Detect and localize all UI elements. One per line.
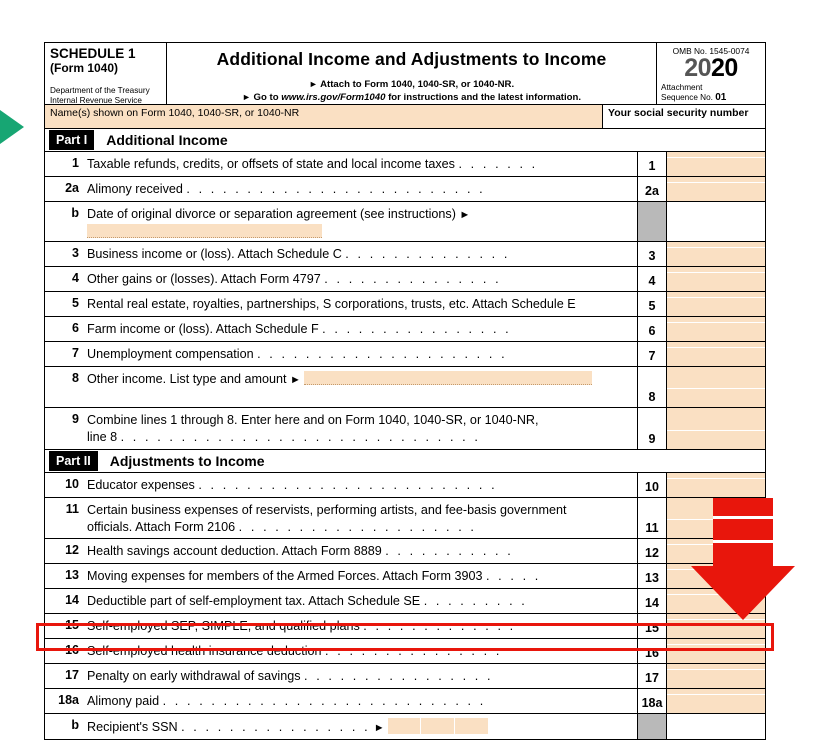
table-row: [45, 267, 765, 292]
part2-header: [44, 450, 766, 473]
amount-field[interactable]: [667, 664, 765, 688]
line-description: [85, 177, 637, 201]
line-description: [85, 689, 637, 713]
line-number: 18a: [58, 693, 79, 707]
line-box-number: 7: [637, 342, 667, 366]
leader-dots: . . . . . . . . . . . . . . . . . . . . . . . . . . . . . .: [120, 430, 481, 444]
table-row: [45, 342, 765, 367]
line-box-number: 6: [637, 317, 667, 341]
table-row: [45, 292, 765, 317]
line-description: [85, 367, 637, 407]
line-number: 17: [65, 668, 79, 682]
date-input[interactable]: [87, 224, 322, 238]
goto-prefix: Go to: [253, 92, 279, 103]
department-line-1: Department of the Treasury: [50, 86, 150, 95]
name-field[interactable]: Name(s) shown on Form 1040, 1040-SR, or 1040-NR: [45, 105, 603, 128]
attach-text: Attach to Form 1040, 1040-SR, or 1040-NR.: [320, 79, 515, 90]
line-box-number: [637, 714, 667, 739]
amount-field[interactable]: [667, 317, 765, 341]
leader-dots: . . . . . . . . . . . . . . . .: [304, 669, 494, 683]
part2-rows: [44, 473, 766, 740]
table-row: [45, 714, 765, 739]
green-pointer-marker: [0, 110, 24, 144]
line-description: [85, 714, 637, 739]
line-number: 10: [65, 477, 79, 491]
line-description: [85, 152, 637, 176]
goto-suffix: for instructions and the latest information.: [388, 92, 582, 103]
line-text: Rental real estate, royalties, partnerships, S corporations, trusts, etc. Attach Schedule E: [87, 297, 576, 311]
leader-dots: . . . . . . . . . . . . . . . . . . . . . . . . .: [198, 478, 498, 492]
line-text: Combine lines 1 through 8. Enter here and on Form 1040, 1040-SR, or 1040-NR,: [87, 413, 539, 427]
amount-field[interactable]: [667, 292, 765, 316]
sequence-number: 01: [715, 91, 727, 103]
line-number: 1: [72, 156, 79, 170]
line-description: [85, 317, 637, 341]
table-row: [45, 689, 765, 714]
part1-tag: Part I: [49, 130, 94, 150]
line-description: [85, 408, 637, 449]
amount-field-disabled: [667, 202, 765, 241]
department-line-2: Internal Revenue Service: [50, 95, 142, 105]
line-number: b: [71, 206, 79, 220]
leader-dots: . . . . . . . . . . . . . . . . . . . . .: [257, 347, 508, 361]
line-text-2: line 8: [87, 430, 118, 444]
line-description: [85, 292, 637, 316]
recipient-ssn-input[interactable]: [388, 718, 488, 734]
line-description: [85, 242, 637, 266]
part1-rows: [44, 152, 766, 450]
line-text: Self-employed health insurance deduction: [87, 644, 322, 658]
leader-dots: . . . . . . . . . . . . . . . . . . . . . . . . .: [186, 182, 486, 196]
line-description: [85, 498, 637, 538]
amount-field[interactable]: [667, 473, 765, 497]
table-row: [45, 473, 765, 498]
line-text: Alimony received: [87, 182, 183, 196]
line-number: 5: [72, 296, 79, 310]
leader-dots: . . . . .: [485, 569, 541, 583]
table-row: [45, 242, 765, 267]
line-description: [85, 342, 637, 366]
line-box-number: [637, 202, 667, 241]
amount-field[interactable]: [667, 152, 765, 176]
line-number: 14: [65, 593, 79, 607]
year-prefix: 20: [684, 54, 711, 82]
line-text: Recipient's SSN: [87, 720, 178, 734]
table-row-highlighted: [45, 639, 765, 664]
part2-title: Adjustments to Income: [109, 453, 265, 469]
amount-field[interactable]: [667, 689, 765, 713]
year-suffix: 20: [711, 54, 738, 82]
line-number: 15: [65, 618, 79, 632]
line-number: 16: [65, 643, 79, 657]
line-text-2: officials. Attach Form 2106: [87, 520, 236, 534]
line-description: [85, 614, 637, 638]
table-row: [45, 614, 765, 639]
right-arrow-icon: ►: [308, 79, 318, 89]
line-description: [85, 267, 637, 291]
line-text: Self-employed SEP, SIMPLE, and qualified plans: [87, 619, 360, 633]
line-number: 11: [65, 502, 79, 516]
line-text: Date of original divorce or separation agreement (see instructions): [87, 207, 456, 221]
line-text: Certain business expenses of reservists, performing artists, and fee-basis government: [87, 503, 567, 517]
line-text: Business income or (loss). Attach Schedule C: [87, 247, 342, 261]
right-arrow-icon: ►: [290, 374, 301, 386]
table-row: [45, 152, 765, 177]
table-row: [45, 202, 765, 242]
line-description: [85, 564, 637, 588]
right-arrow-icon: ►: [373, 722, 385, 734]
line-box-number: 10: [637, 473, 667, 497]
line-box-number: 11: [637, 498, 667, 538]
table-row: [45, 564, 765, 589]
page-title: Additional Income and Adjustments to Income: [216, 49, 607, 69]
line-text: Moving expenses for members of the Armed Forces. Attach Form 3903: [87, 569, 483, 583]
line-text: Taxable refunds, credits, or offsets of state and local income taxes: [87, 157, 455, 171]
attachment-label: Attachment: [661, 83, 703, 92]
line-description: [85, 473, 637, 497]
line-text: Unemployment compensation: [87, 347, 254, 361]
part2-tag: Part II: [49, 451, 98, 471]
schedule-label: SCHEDULE 1: [50, 46, 136, 61]
line-box-number: 18a: [637, 689, 667, 713]
line-description: [85, 664, 637, 688]
right-arrow-icon-2: ►: [241, 92, 251, 102]
leader-dots: . . . . . . . . . . . . . . . . . . . .: [238, 520, 477, 534]
amount-field[interactable]: [667, 639, 765, 663]
line-text: Other income. List type and amount: [87, 372, 287, 386]
amount-field[interactable]: [667, 242, 765, 266]
leader-dots: . . . . . . . . . . . . . . . . . . . . . . . . . . .: [162, 694, 486, 708]
table-row: [45, 539, 765, 564]
amount-field[interactable]: [667, 408, 765, 449]
line-text: Health savings account deduction. Attach Form 8889: [87, 544, 382, 558]
line-box-number: 15: [637, 614, 667, 638]
line-box-number: 12: [637, 539, 667, 563]
line-text: Deductible part of self-employment tax. Attach Schedule SE: [87, 594, 421, 608]
line-box-number: 14: [637, 589, 667, 613]
line-box-number: 16: [637, 639, 667, 663]
line-text: Penalty on early withdrawal of savings: [87, 669, 301, 683]
line-text: Educator expenses: [87, 478, 195, 492]
line-box-number: 3: [637, 242, 667, 266]
other-income-input[interactable]: [304, 371, 592, 385]
irs-schedule-1-form: [44, 42, 766, 740]
amount-field[interactable]: [667, 267, 765, 291]
line-number: 6: [72, 321, 79, 335]
table-row: [45, 367, 765, 408]
line-text: Alimony paid: [87, 694, 160, 708]
line-number: 12: [65, 543, 79, 557]
line-box-number: 1: [637, 152, 667, 176]
sequence-label: Sequence No.: [661, 92, 713, 102]
line-box-number: 2a: [637, 177, 667, 201]
part1-title: Additional Income: [106, 132, 228, 148]
attachment-sequence: [657, 83, 765, 102]
leader-dots: . . . . . . . . .: [423, 594, 528, 608]
line-text: Farm income or (loss). Attach Schedule F: [87, 322, 319, 336]
table-row: [45, 317, 765, 342]
omb-number: OMB No. 1545-0074: [672, 46, 750, 56]
leader-dots: . . . . . . .: [458, 157, 538, 171]
line-number: 3: [72, 246, 79, 260]
leader-dots: . . . . . . . . . . . . . . . .: [322, 322, 512, 336]
table-row: [45, 498, 765, 539]
form-label: (Form 1040): [50, 61, 119, 75]
leader-dots: . . . . . . . . . . .: [385, 544, 514, 558]
line-description: [85, 202, 637, 241]
table-row: [45, 408, 765, 449]
line-box-number: 8: [637, 367, 667, 407]
line-description: [85, 589, 637, 613]
header-left-block: [45, 43, 167, 104]
line-number: 2a: [65, 181, 79, 195]
table-row: [45, 664, 765, 689]
line-description: [85, 639, 637, 663]
amount-field[interactable]: [667, 342, 765, 366]
amount-field[interactable]: [667, 177, 765, 201]
line-number: 8: [72, 371, 79, 385]
line-number: 13: [65, 568, 79, 582]
line-box-number: 5: [637, 292, 667, 316]
line-box-number: 13: [637, 564, 667, 588]
leader-dots: . . . . . . . . . . . . .: [363, 619, 516, 633]
line-number: 9: [72, 412, 79, 426]
table-row: [45, 177, 765, 202]
header-omb-block: [657, 43, 765, 104]
line-text: Other gains or (losses). Attach Form 4797: [87, 272, 321, 286]
name-ssn-row: [44, 104, 766, 129]
line-number: 4: [72, 271, 79, 285]
leader-dots: . . . . . . . . . . . . . . .: [325, 644, 502, 658]
part1-header: [44, 129, 766, 152]
red-arrow-annotation: [691, 498, 795, 620]
irs-url[interactable]: www.irs.gov/Form1040: [281, 92, 386, 103]
right-arrow-icon: ►: [459, 209, 471, 221]
table-row: [45, 589, 765, 614]
ssn-field-label[interactable]: Your social security number: [603, 105, 765, 128]
line-box-number: 9: [637, 408, 667, 449]
leader-dots: . . . . . . . . . . . . . . .: [324, 272, 502, 286]
line-description: [85, 539, 637, 563]
line-number: 7: [72, 346, 79, 360]
department-label: [50, 86, 161, 105]
header-title-block: [167, 43, 657, 104]
amount-field[interactable]: [667, 367, 765, 407]
form-header: [44, 42, 766, 104]
tax-year: [657, 56, 765, 81]
line-box-number: 4: [637, 267, 667, 291]
line-number: b: [71, 718, 79, 732]
amount-field-disabled: [667, 714, 765, 739]
leader-dots: . . . . . . . . . . . . . . . .: [181, 720, 371, 734]
attach-instructions: [167, 78, 656, 104]
line-box-number: 17: [637, 664, 667, 688]
leader-dots: . . . . . . . . . . . . . .: [345, 247, 510, 261]
